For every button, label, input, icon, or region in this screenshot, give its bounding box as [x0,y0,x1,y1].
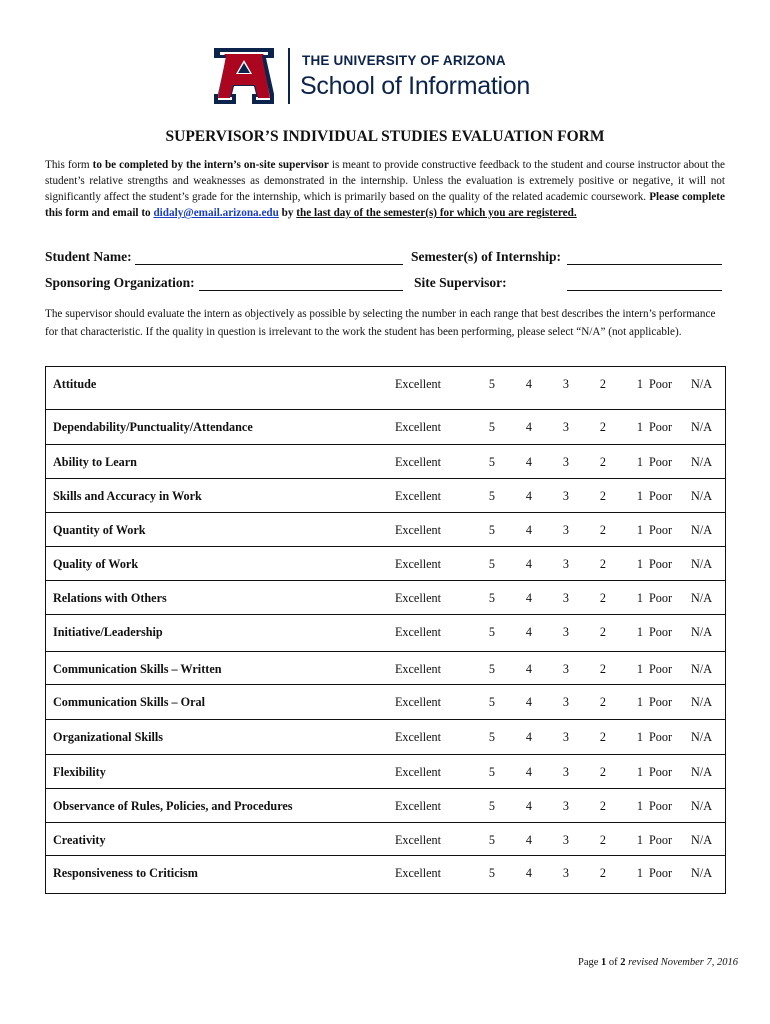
page-footer: Page 1 of 2 revised November 7, 2016 [578,957,739,968]
criterion-label: Dependability/Punctuality/Attendance [46,410,379,445]
rating-option-na[interactable]: N/A [678,823,726,856]
rating-option-2[interactable]: 2 [569,513,606,547]
rating-option-3[interactable]: 3 [532,367,569,410]
rating-option-3[interactable]: 3 [532,823,569,856]
criterion-label: Quality of Work [46,547,379,581]
rating-option-4[interactable]: 4 [495,685,532,720]
criterion-row [46,479,726,513]
criterion-label: Initiative/Leadership [46,615,379,652]
criterion-label: Relations with Others [46,581,379,615]
rating-option-2[interactable]: 2 [569,547,606,581]
scale-excellent-label: Excellent [378,547,458,581]
scale-poor-label: Poor [643,615,678,652]
scale-excellent-label: Excellent [378,615,458,652]
rating-option-1[interactable]: 1 [606,445,643,479]
rating-option-5[interactable]: 5 [458,856,495,894]
criterion-label: Ability to Learn [46,445,379,479]
rating-option-3[interactable]: 3 [532,479,569,513]
scale-poor-label: Poor [643,789,678,823]
criterion-row [46,581,726,615]
rating-option-3[interactable]: 3 [532,685,569,720]
rating-option-5[interactable]: 5 [458,652,495,685]
rating-option-3[interactable]: 3 [532,615,569,652]
rating-option-2[interactable]: 2 [569,367,606,410]
scale-poor-label: Poor [643,445,678,479]
rating-option-2[interactable]: 2 [569,410,606,445]
university-name: THE UNIVERSITY OF ARIZONA [302,53,506,68]
rating-option-2[interactable]: 2 [569,479,606,513]
criterion-row [46,685,726,720]
rating-option-na[interactable]: N/A [678,547,726,581]
rating-option-5[interactable]: 5 [458,789,495,823]
rating-option-4[interactable]: 4 [495,581,532,615]
criterion-label: Responsiveness to Criticism [46,856,379,894]
rating-option-1[interactable]: 1 [606,479,643,513]
rating-option-2[interactable]: 2 [569,445,606,479]
rating-option-5[interactable]: 5 [458,615,495,652]
rating-option-3[interactable]: 3 [532,789,569,823]
criterion-row [46,720,726,755]
scale-poor-label: Poor [643,856,678,894]
rating-option-5[interactable]: 5 [458,367,495,410]
scale-excellent-label: Excellent [378,410,458,445]
supervisor-label: Site Supervisor: [414,275,507,290]
rating-option-2[interactable]: 2 [569,615,606,652]
semester-label: Semester(s) of Internship: [411,249,561,264]
scale-poor-label: Poor [643,367,678,410]
block-a-logo-icon [212,46,276,106]
criterion-label: Communication Skills – Written [46,652,379,685]
rating-option-4[interactable]: 4 [495,367,532,410]
criterion-label: Attitude [46,367,379,410]
criterion-row [46,615,726,652]
rating-option-3[interactable]: 3 [532,755,569,789]
semester-input[interactable] [567,264,722,265]
rating-option-1[interactable]: 1 [606,615,643,652]
organization-input[interactable] [199,290,403,291]
criterion-label: Skills and Accuracy in Work [46,479,379,513]
rating-option-1[interactable]: 1 [606,652,643,685]
criterion-row [46,547,726,581]
scale-poor-label: Poor [643,685,678,720]
rating-option-5[interactable]: 5 [458,823,495,856]
scale-excellent-label: Excellent [378,652,458,685]
rating-option-5[interactable]: 5 [458,581,495,615]
rating-option-4[interactable]: 4 [495,513,532,547]
scale-excellent-label: Excellent [378,513,458,547]
criterion-row [46,856,726,894]
supervisor-input[interactable] [567,290,722,291]
rating-option-1[interactable]: 1 [606,720,643,755]
criterion-row [46,445,726,479]
rating-option-1[interactable]: 1 [606,581,643,615]
scale-poor-label: Poor [643,581,678,615]
criterion-row [46,789,726,823]
rating-option-3[interactable]: 3 [532,581,569,615]
rating-option-4[interactable]: 4 [495,789,532,823]
scale-poor-label: Poor [643,479,678,513]
rating-option-3[interactable]: 3 [532,720,569,755]
scale-excellent-label: Excellent [378,789,458,823]
rating-option-5[interactable]: 5 [458,513,495,547]
criterion-row [46,410,726,445]
criterion-row [46,652,726,685]
rating-option-5[interactable]: 5 [458,547,495,581]
logo-divider [288,48,290,104]
rating-option-5[interactable]: 5 [458,479,495,513]
scale-excellent-label: Excellent [378,479,458,513]
rating-option-1[interactable]: 1 [606,685,643,720]
scale-poor-label: Poor [643,755,678,789]
criterion-row [46,755,726,789]
rating-option-4[interactable]: 4 [495,479,532,513]
rating-option-3[interactable]: 3 [532,445,569,479]
rating-option-4[interactable]: 4 [495,445,532,479]
scale-excellent-label: Excellent [378,823,458,856]
rating-option-2[interactable]: 2 [569,581,606,615]
rating-option-1[interactable]: 1 [606,823,643,856]
criterion-label: Communication Skills – Oral [46,685,379,720]
rating-option-na[interactable]: N/A [678,367,726,410]
criterion-label: Organizational Skills [46,720,379,755]
email-link[interactable]: didaly@email.arizona.edu [153,207,279,219]
organization-label: Sponsoring Organization: [45,275,195,290]
rating-option-5[interactable]: 5 [458,410,495,445]
criterion-row [46,367,726,410]
scale-poor-label: Poor [643,720,678,755]
rating-option-4[interactable]: 4 [495,856,532,894]
rating-option-2[interactable]: 2 [569,652,606,685]
intro-paragraph: This form to be completed by the intern’s on-site supervisor is meant to provide constructive feedback to the student and course instructor about the student’s relative strengths and weaknesses as demonstrated in the internship. Unless the evaluation is extremely positive or negative, it will not significantly affect the student’s grade for the internship, which is primarily based on the quality of the related academic coursework. Please complete this form and email to didaly@email.arizona.edu by the last day of the semester(s) for which you are registered. [45,159,726,219]
rating-option-1[interactable]: 1 [606,856,643,894]
rating-option-na[interactable]: N/A [678,445,726,479]
rating-option-1[interactable]: 1 [606,547,643,581]
scale-poor-label: Poor [643,652,678,685]
rating-option-na[interactable]: N/A [678,685,726,720]
student-name-label: Student Name: [45,249,132,264]
instructions: The supervisor should evaluate the intern as objectively as possible by selecting the number in each range that best describes the intern’s performance for that characteristic. If the quality in question is irrelevant to the work the student has been performing, please select “N/A” (not applicable). [45,308,716,338]
rating-option-na[interactable]: N/A [678,755,726,789]
rating-option-1[interactable]: 1 [606,755,643,789]
criterion-label: Creativity [46,823,379,856]
rating-option-4[interactable]: 4 [495,615,532,652]
university-logo [212,46,562,108]
rating-option-2[interactable]: 2 [569,720,606,755]
rating-option-na[interactable]: N/A [678,720,726,755]
scale-poor-label: Poor [643,513,678,547]
criterion-row [46,823,726,856]
rating-option-3[interactable]: 3 [532,410,569,445]
student-name-input[interactable] [135,264,403,265]
scale-excellent-label: Excellent [378,720,458,755]
scale-excellent-label: Excellent [378,367,458,410]
scale-poor-label: Poor [643,410,678,445]
scale-excellent-label: Excellent [378,685,458,720]
rating-option-4[interactable]: 4 [495,755,532,789]
rating-option-4[interactable]: 4 [495,547,532,581]
rating-option-2[interactable]: 2 [569,823,606,856]
rating-option-na[interactable]: N/A [678,652,726,685]
rating-option-3[interactable]: 3 [532,652,569,685]
rating-option-2[interactable]: 2 [569,789,606,823]
rating-option-na[interactable]: N/A [678,615,726,652]
rating-option-3[interactable]: 3 [532,856,569,894]
criterion-label: Flexibility [46,755,379,789]
scale-excellent-label: Excellent [378,755,458,789]
rating-option-4[interactable]: 4 [495,720,532,755]
rating-option-4[interactable]: 4 [495,410,532,445]
rating-option-3[interactable]: 3 [532,513,569,547]
rating-option-5[interactable]: 5 [458,720,495,755]
rating-option-na[interactable]: N/A [678,513,726,547]
criterion-label: Quantity of Work [46,513,379,547]
rating-option-na[interactable]: N/A [678,581,726,615]
rating-option-4[interactable]: 4 [495,823,532,856]
rating-option-2[interactable]: 2 [569,755,606,789]
school-name: School of Information [300,72,530,100]
scale-excellent-label: Excellent [378,445,458,479]
rating-option-4[interactable]: 4 [495,652,532,685]
rating-option-1[interactable]: 1 [606,367,643,410]
rating-option-2[interactable]: 2 [569,685,606,720]
scale-poor-label: Poor [643,823,678,856]
scale-excellent-label: Excellent [378,856,458,894]
rating-option-5[interactable]: 5 [458,755,495,789]
rating-option-2[interactable]: 2 [569,856,606,894]
rating-option-na[interactable]: N/A [678,479,726,513]
rating-option-3[interactable]: 3 [532,547,569,581]
rating-option-5[interactable]: 5 [458,445,495,479]
rating-option-1[interactable]: 1 [606,789,643,823]
scale-poor-label: Poor [643,547,678,581]
rating-option-5[interactable]: 5 [458,685,495,720]
rating-option-1[interactable]: 1 [606,410,643,445]
form-title: SUPERVISOR’S INDIVIDUAL STUDIES EVALUATION FORM [165,128,605,145]
rating-option-na[interactable]: N/A [678,410,726,445]
rating-option-na[interactable]: N/A [678,789,726,823]
rating-option-na[interactable]: N/A [678,856,726,894]
evaluation-table [45,366,726,894]
criterion-label: Observance of Rules, Policies, and Procedures [46,789,379,823]
rating-option-1[interactable]: 1 [606,513,643,547]
scale-excellent-label: Excellent [378,581,458,615]
criterion-row [46,513,726,547]
